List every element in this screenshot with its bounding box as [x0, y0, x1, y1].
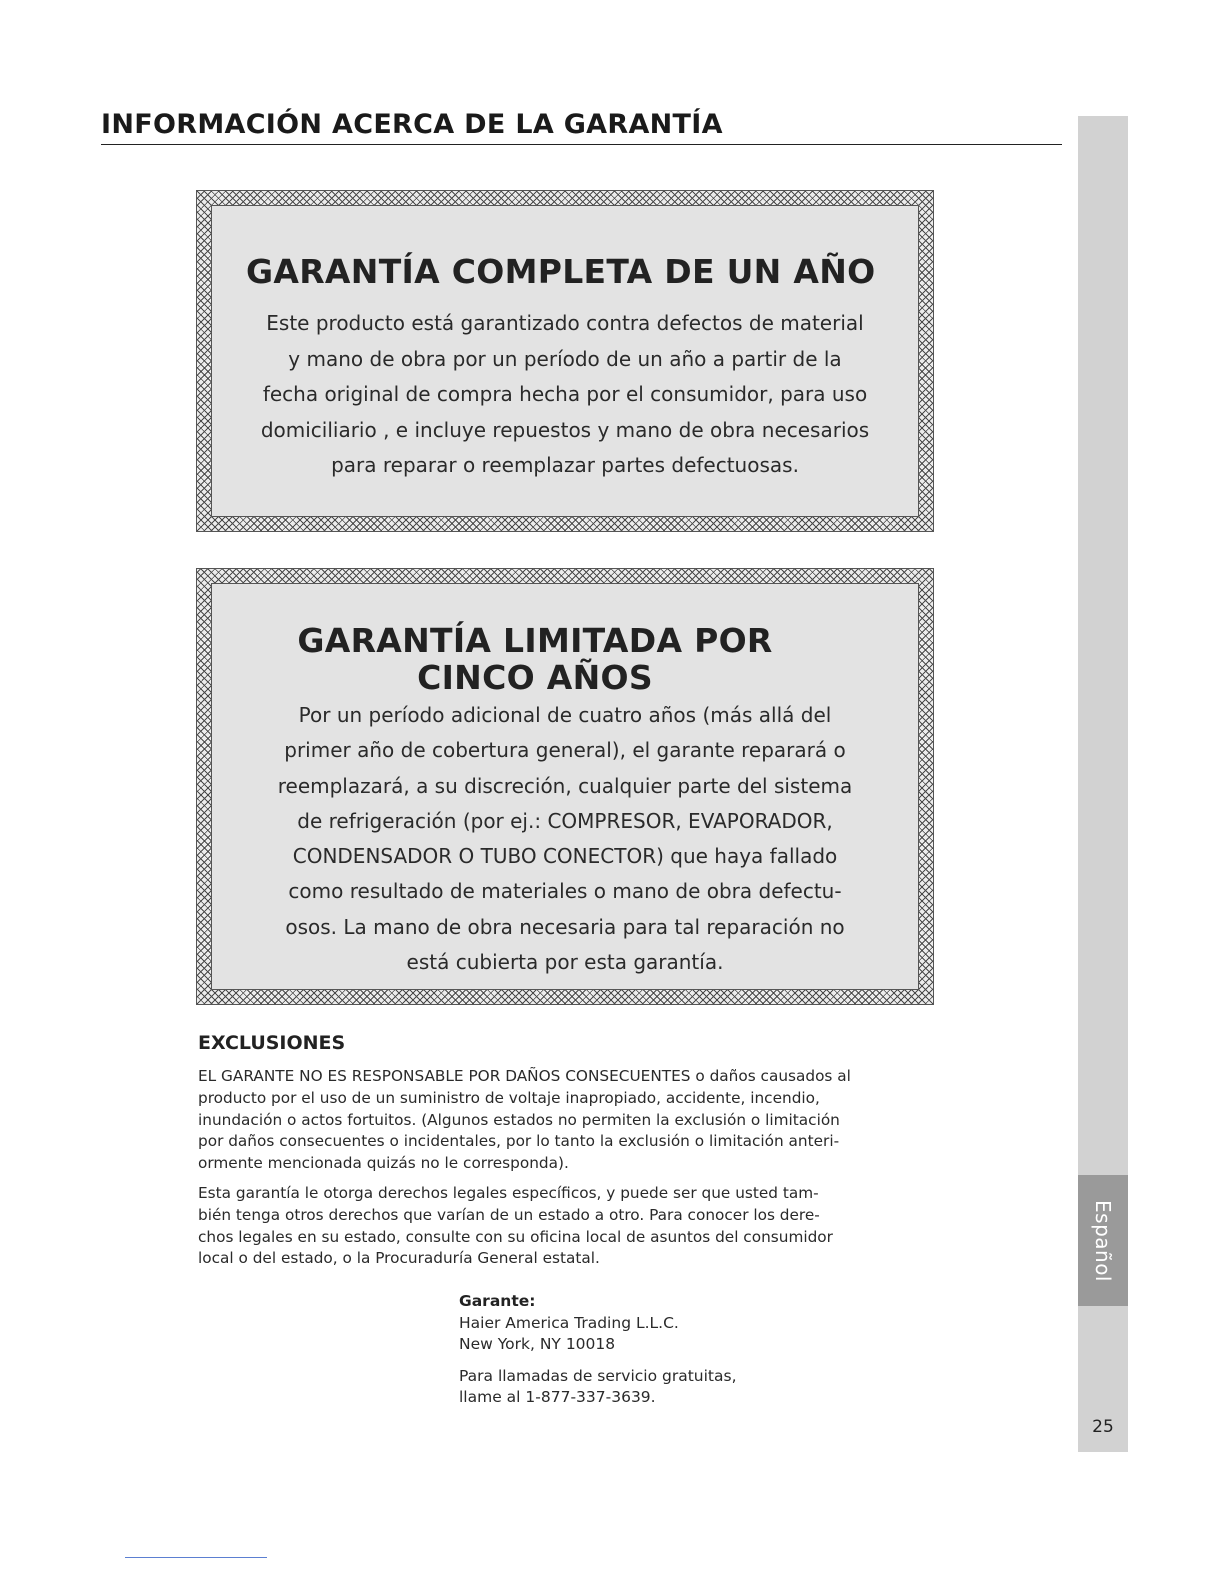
- language-label: Español: [1091, 1199, 1116, 1282]
- limited-warranty-line: de refrigeración (por ej.: COMPRESOR, EVAPORADOR,: [297, 808, 833, 833]
- limited-warranty-box: [196, 568, 934, 1005]
- full-warranty-line: fecha original de compra hecha por el consumidor, para uso: [262, 382, 868, 406]
- full-warranty-line: para reparar o reemplazar partes defectuosas.: [331, 453, 799, 477]
- legal-rights-line: Esta garantía le otorga derechos legales específicos, y puede ser que usted tam-: [198, 1184, 819, 1202]
- full-warranty-panel: [211, 205, 919, 517]
- limited-warranty-text: [212, 696, 918, 980]
- limited-warranty-title-line: GARANTÍA LIMITADA POR: [297, 621, 773, 660]
- limited-warranty-line: está cubierta por esta garantía.: [406, 950, 724, 975]
- language-tab: [1078, 1175, 1128, 1306]
- exclusions-line: por daños consecuentes o incidentales, por lo tanto la exclusión o limitación anteri-: [198, 1132, 840, 1151]
- limited-warranty-line: primer año de cobertura general), el garante reparará o: [284, 738, 846, 763]
- limited-warranty-line: reemplazará, a su discreción, cualquier parte del sistema: [277, 773, 853, 798]
- exclusions-line: EL GARANTE NO ES RESPONSABLE POR DAÑOS CONSECUENTES o daños causados al: [198, 1067, 851, 1085]
- exclusions-heading: EXCLUSIONES: [198, 1032, 346, 1054]
- exclusions-line: ormente mencionada quizás no le corresponda).: [198, 1154, 569, 1173]
- full-warranty-title: GARANTÍA COMPLETA DE UN AÑO: [246, 252, 876, 291]
- footer-rule: [125, 1557, 267, 1558]
- full-warranty-line: Este producto está garantizado contra defectos de material: [266, 311, 864, 335]
- limited-warranty-line: osos. La mano de obra necesaria para tal reparación no: [285, 914, 845, 939]
- limited-warranty-title: [212, 584, 918, 696]
- limited-warranty-line: como resultado de materiales o mano de obra defectu-: [288, 879, 842, 904]
- service-phone-text: llame al 1-877-337-3639.: [459, 1388, 656, 1406]
- page-title: INFORMACIÓN ACERCA DE LA GARANTÍA: [101, 108, 1062, 145]
- limited-warranty-line: CONDENSADOR O TUBO CONECTOR) que haya fallado: [292, 844, 838, 869]
- exclusions-line: producto por el uso de un suministro de voltaje inapropiado, accidente, incendio,: [198, 1088, 820, 1107]
- guarantor-company: Haier America Trading L.L.C.: [459, 1313, 679, 1332]
- legal-rights-line: local o del estado, o la Procuraduría General estatal.: [198, 1249, 600, 1268]
- guarantor-label: Garante:: [459, 1292, 536, 1310]
- limited-warranty-line: Por un período adicional de cuatro años (más allá del: [298, 703, 832, 727]
- legal-rights-paragraph: [198, 1183, 946, 1270]
- full-warranty-line: domiciliario , e incluye repuestos y mano de obra necesarios: [260, 417, 870, 442]
- legal-rights-line: chos legales en su estado, consulte con su oficina local de asuntos del consumidor: [198, 1227, 833, 1246]
- guarantor-city: New York, NY 10018: [459, 1335, 616, 1353]
- full-warranty-text: [212, 292, 918, 484]
- full-warranty-line: y mano de obra por un período de un año a partir de la: [288, 346, 842, 371]
- guarantor-block: [459, 1291, 939, 1409]
- page-number: 25: [1092, 1417, 1114, 1437]
- limited-warranty-panel: [211, 583, 919, 990]
- exclusions-line: inundación o actos fortuitos. (Algunos estados no permiten la exclusión o limitación: [198, 1110, 840, 1129]
- legal-rights-line: bién tenga otros derechos que varían de un estado a otro. Para conocer los dere-: [198, 1205, 820, 1224]
- limited-warranty-title-line: CINCO AÑOS: [417, 658, 653, 697]
- full-warranty-box: [196, 190, 934, 532]
- service-call-text: Para llamadas de servicio gratuitas,: [459, 1366, 737, 1385]
- exclusions-paragraph: [198, 1066, 946, 1175]
